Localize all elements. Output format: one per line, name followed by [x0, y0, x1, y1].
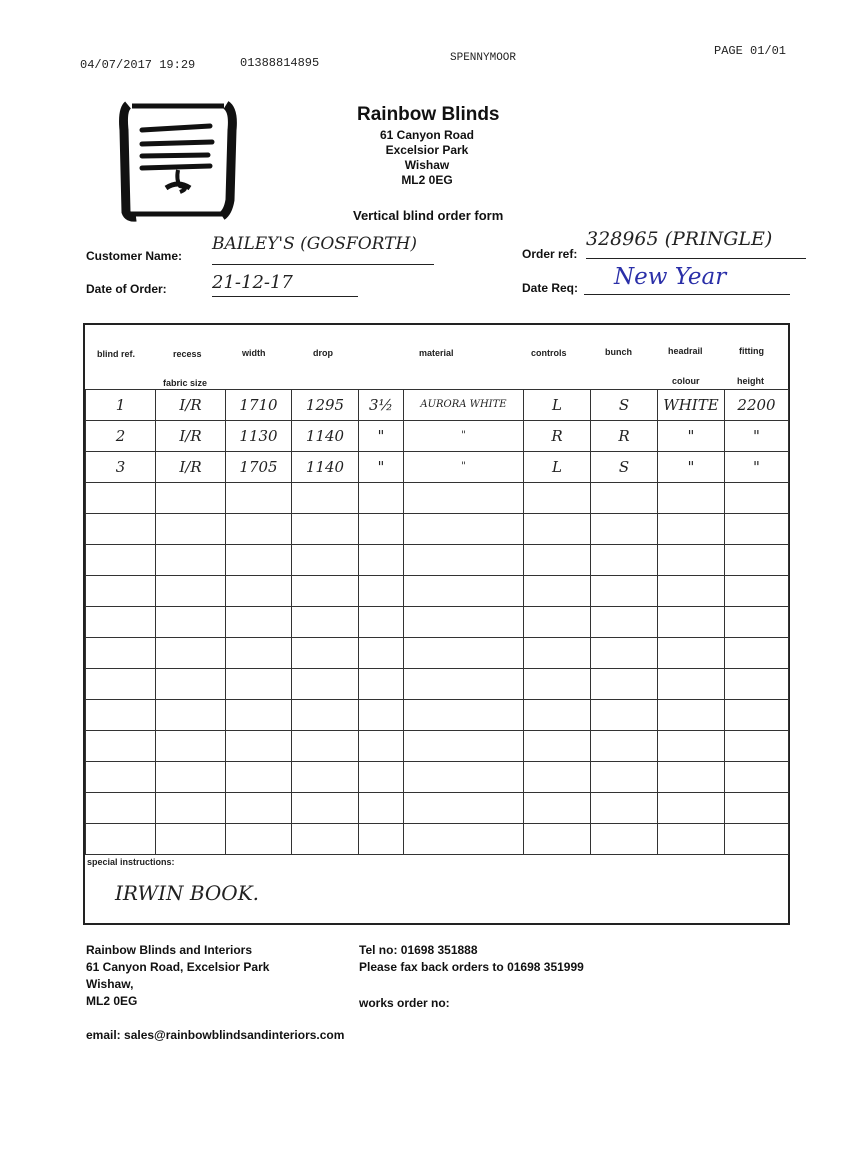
cell-bunch[interactable]: S: [591, 452, 658, 483]
cell-ref[interactable]: 2: [86, 421, 156, 452]
cell-material[interactable]: [404, 576, 524, 607]
cell-drop[interactable]: [292, 793, 359, 824]
cell-slat[interactable]: [359, 731, 404, 762]
special-instructions-value[interactable]: IRWIN BOOK.: [115, 881, 259, 905]
table-row: [86, 514, 789, 545]
company-name: Rainbow Blinds: [357, 104, 500, 125]
cell-bunch[interactable]: [591, 762, 658, 793]
header-fitting: fitting: [739, 346, 764, 356]
cell-ref[interactable]: 1: [86, 390, 156, 421]
table-row: [86, 638, 789, 669]
cell-headrail[interactable]: [658, 638, 725, 669]
cell-controls[interactable]: [524, 545, 591, 576]
header-blind-ref: blind ref.: [97, 349, 135, 359]
cell-width[interactable]: [226, 483, 292, 514]
cell-ref[interactable]: [86, 638, 156, 669]
cell-material[interactable]: [404, 731, 524, 762]
footer-contact: [359, 942, 584, 976]
cell-drop[interactable]: [292, 824, 359, 855]
date-of-order-value: 21-12-17: [212, 272, 293, 293]
table-row: [86, 793, 789, 824]
cell-drop[interactable]: 1140: [292, 421, 359, 452]
date-req-value: New Year: [614, 264, 727, 290]
cell-recess[interactable]: [156, 576, 226, 607]
cell-headrail[interactable]: [658, 731, 725, 762]
cell-ref[interactable]: [86, 483, 156, 514]
cell-fitting[interactable]: [725, 576, 789, 607]
cell-headrail[interactable]: [658, 669, 725, 700]
cell-headrail[interactable]: [658, 700, 725, 731]
cell-fitting[interactable]: [725, 762, 789, 793]
cell-headrail[interactable]: ": [658, 421, 725, 452]
cell-width[interactable]: [226, 607, 292, 638]
footer-address: [86, 942, 269, 1010]
cell-width[interactable]: [226, 514, 292, 545]
address-line: Wishaw: [404, 158, 450, 172]
cell-headrail[interactable]: WHITE: [658, 390, 725, 421]
cell-slat[interactable]: [359, 824, 404, 855]
cell-drop[interactable]: 1140: [292, 452, 359, 483]
cell-drop[interactable]: [292, 607, 359, 638]
address-line: Excelsior Park: [385, 143, 469, 157]
cell-drop[interactable]: [292, 576, 359, 607]
date-of-order-field[interactable]: [212, 272, 358, 297]
cell-recess[interactable]: [156, 700, 226, 731]
customer-name-label: Customer Name:: [86, 249, 183, 263]
cell-drop[interactable]: [292, 669, 359, 700]
cell-material[interactable]: [404, 514, 524, 545]
cell-drop[interactable]: [292, 762, 359, 793]
cell-bunch[interactable]: [591, 545, 658, 576]
cell-recess[interactable]: [156, 638, 226, 669]
cell-width[interactable]: 1130: [226, 421, 292, 452]
cell-width[interactable]: [226, 669, 292, 700]
cell-recess[interactable]: [156, 483, 226, 514]
cell-drop[interactable]: [292, 545, 359, 576]
cell-width[interactable]: [226, 762, 292, 793]
cell-headrail[interactable]: ": [658, 452, 725, 483]
cell-drop[interactable]: [292, 731, 359, 762]
date-req-field[interactable]: [584, 264, 790, 295]
cell-bunch[interactable]: [591, 700, 658, 731]
cell-recess[interactable]: [156, 669, 226, 700]
cell-headrail[interactable]: [658, 514, 725, 545]
cell-controls[interactable]: [524, 607, 591, 638]
cell-slat[interactable]: 3½: [359, 390, 404, 421]
cell-fitting[interactable]: ": [725, 421, 789, 452]
cell-headrail[interactable]: [658, 824, 725, 855]
cell-material[interactable]: [404, 762, 524, 793]
cell-slat[interactable]: [359, 793, 404, 824]
cell-controls[interactable]: [524, 700, 591, 731]
cell-material[interactable]: AURORA WHITE: [404, 390, 524, 421]
cell-bunch[interactable]: [591, 514, 658, 545]
cell-fitting[interactable]: [725, 607, 789, 638]
header-headrail: headrail: [668, 346, 703, 356]
cell-controls[interactable]: [524, 483, 591, 514]
cell-ref[interactable]: [86, 607, 156, 638]
cell-fitting[interactable]: [725, 545, 789, 576]
cell-width[interactable]: [226, 731, 292, 762]
cell-slat[interactable]: [359, 576, 404, 607]
cell-fitting[interactable]: [725, 731, 789, 762]
table-row: [86, 390, 789, 421]
footer-email: email: sales@rainbowblindsandinteriors.com: [86, 1028, 345, 1042]
date-of-order-label: Date of Order:: [86, 282, 167, 296]
cell-material[interactable]: [404, 545, 524, 576]
cell-drop[interactable]: 1295: [292, 390, 359, 421]
footer-fax: Please fax back orders to 01698 351999: [359, 960, 584, 974]
cell-ref[interactable]: [86, 576, 156, 607]
cell-drop[interactable]: [292, 638, 359, 669]
cell-material[interactable]: [404, 483, 524, 514]
cell-bunch[interactable]: [591, 576, 658, 607]
cell-material[interactable]: [404, 638, 524, 669]
cell-fitting[interactable]: [725, 793, 789, 824]
fax-datetime: 04/07/2017 19:29: [80, 58, 196, 72]
cell-controls[interactable]: [524, 576, 591, 607]
order-ref-value: 328965 (PRINGLE): [586, 228, 773, 250]
cell-width[interactable]: [226, 700, 292, 731]
header-fabric-size: fabric size: [163, 378, 208, 388]
cell-recess[interactable]: I/R: [156, 452, 226, 483]
cell-width[interactable]: [226, 638, 292, 669]
cell-controls[interactable]: [524, 638, 591, 669]
cell-recess[interactable]: [156, 545, 226, 576]
cell-slat[interactable]: [359, 762, 404, 793]
cell-material[interactable]: ": [404, 452, 524, 483]
cell-ref[interactable]: [86, 731, 156, 762]
cell-recess[interactable]: [156, 793, 226, 824]
cell-headrail[interactable]: [658, 793, 725, 824]
cell-material[interactable]: [404, 824, 524, 855]
cell-bunch[interactable]: [591, 607, 658, 638]
cell-fitting[interactable]: [725, 700, 789, 731]
footer-address-line: Wishaw,: [86, 977, 134, 991]
cell-slat[interactable]: [359, 607, 404, 638]
cell-slat[interactable]: [359, 483, 404, 514]
cell-controls[interactable]: L: [524, 452, 591, 483]
cell-ref[interactable]: [86, 700, 156, 731]
cell-ref[interactable]: 3: [86, 452, 156, 483]
cell-controls[interactable]: [524, 514, 591, 545]
cell-bunch[interactable]: [591, 669, 658, 700]
cell-material[interactable]: [404, 607, 524, 638]
cell-ref[interactable]: [86, 514, 156, 545]
table-row: [86, 824, 789, 855]
table-row: [86, 452, 789, 483]
cell-fitting[interactable]: [725, 669, 789, 700]
cell-headrail[interactable]: [658, 483, 725, 514]
cell-fitting[interactable]: 2200: [725, 390, 789, 421]
cell-bunch[interactable]: [591, 793, 658, 824]
cell-material[interactable]: ": [404, 421, 524, 452]
cell-slat[interactable]: [359, 700, 404, 731]
header-drop: drop: [313, 348, 333, 358]
order-table: [83, 323, 790, 925]
cell-controls[interactable]: [524, 793, 591, 824]
cell-width[interactable]: [226, 824, 292, 855]
cell-bunch[interactable]: R: [591, 421, 658, 452]
cell-ref[interactable]: [86, 793, 156, 824]
cell-recess[interactable]: [156, 607, 226, 638]
cell-drop[interactable]: [292, 483, 359, 514]
header-bunch: bunch: [605, 347, 632, 357]
cell-fitting[interactable]: [725, 638, 789, 669]
table-row: [86, 762, 789, 793]
cell-slat[interactable]: [359, 669, 404, 700]
works-order-label: works order no:: [359, 996, 450, 1010]
fax-location: SPENNYMOOR: [450, 52, 517, 64]
cell-slat[interactable]: ": [359, 421, 404, 452]
cell-drop[interactable]: [292, 514, 359, 545]
header-recess: recess: [173, 349, 202, 359]
company-logo: [118, 100, 240, 227]
table-row: [86, 669, 789, 700]
cell-bunch[interactable]: [591, 483, 658, 514]
table-row: [86, 483, 789, 514]
cell-drop[interactable]: [292, 700, 359, 731]
cell-recess[interactable]: [156, 731, 226, 762]
table-row: [86, 576, 789, 607]
cell-headrail[interactable]: [658, 762, 725, 793]
form-title: Vertical blind order form: [353, 208, 504, 223]
table-row: [86, 545, 789, 576]
cell-fitting[interactable]: [725, 483, 789, 514]
cell-controls[interactable]: [524, 731, 591, 762]
cell-headrail[interactable]: [658, 545, 725, 576]
header-material: material: [419, 348, 454, 358]
cell-width[interactable]: 1705: [226, 452, 292, 483]
header-width: width: [242, 348, 266, 358]
cell-bunch[interactable]: [591, 824, 658, 855]
fax-phone: 01388814895: [240, 56, 320, 70]
table-row: [86, 700, 789, 731]
cell-headrail[interactable]: [658, 607, 725, 638]
cell-recess[interactable]: [156, 824, 226, 855]
cell-material[interactable]: [404, 793, 524, 824]
cell-width[interactable]: [226, 545, 292, 576]
cell-bunch[interactable]: [591, 731, 658, 762]
table-row: [86, 607, 789, 638]
header-colour: colour: [672, 376, 700, 386]
cell-recess[interactable]: [156, 514, 226, 545]
cell-headrail[interactable]: [658, 576, 725, 607]
cell-fitting[interactable]: ": [725, 452, 789, 483]
company-address: [372, 128, 482, 188]
fax-page: PAGE 01/01: [714, 44, 787, 58]
table-row: [86, 731, 789, 762]
date-req-label: Date Req:: [522, 281, 579, 295]
cell-width[interactable]: 1710: [226, 390, 292, 421]
cell-slat[interactable]: [359, 545, 404, 576]
cell-bunch[interactable]: S: [591, 390, 658, 421]
order-ref-label: Order ref:: [522, 247, 578, 261]
address-line: 61 Canyon Road: [379, 128, 475, 142]
cell-ref[interactable]: [86, 762, 156, 793]
cell-recess[interactable]: [156, 762, 226, 793]
footer-company: Rainbow Blinds and Interiors: [86, 943, 253, 957]
cell-fitting[interactable]: [725, 514, 789, 545]
customer-name-value: BAILEY'S (GOSFORTH): [212, 234, 417, 254]
header-controls: controls: [531, 348, 567, 358]
cell-ref[interactable]: [86, 824, 156, 855]
cell-slat[interactable]: [359, 638, 404, 669]
cell-slat[interactable]: ": [359, 452, 404, 483]
special-instructions-label: special instructions:: [87, 857, 175, 867]
cell-fitting[interactable]: [725, 824, 789, 855]
address-line: ML2 0EG: [401, 173, 453, 187]
cell-material[interactable]: [404, 669, 524, 700]
customer-name-field[interactable]: [212, 234, 434, 265]
cell-controls[interactable]: [524, 824, 591, 855]
cell-ref[interactable]: [86, 669, 156, 700]
footer-address-line: 61 Canyon Road, Excelsior Park: [86, 960, 270, 974]
cell-controls[interactable]: R: [524, 421, 591, 452]
footer-address-line: ML2 0EG: [86, 994, 138, 1008]
cell-controls[interactable]: [524, 762, 591, 793]
header-height: height: [737, 376, 764, 386]
cell-recess[interactable]: I/R: [156, 421, 226, 452]
order-ref-field[interactable]: [586, 228, 806, 259]
cell-controls[interactable]: L: [524, 390, 591, 421]
cell-recess[interactable]: I/R: [156, 390, 226, 421]
order-grid: [85, 389, 789, 855]
cell-ref[interactable]: [86, 545, 156, 576]
cell-slat[interactable]: [359, 514, 404, 545]
cell-width[interactable]: [226, 576, 292, 607]
cell-bunch[interactable]: [591, 638, 658, 669]
footer-tel: Tel no: 01698 351888: [359, 943, 478, 957]
cell-width[interactable]: [226, 793, 292, 824]
cell-material[interactable]: [404, 700, 524, 731]
cell-controls[interactable]: [524, 669, 591, 700]
table-row: [86, 421, 789, 452]
